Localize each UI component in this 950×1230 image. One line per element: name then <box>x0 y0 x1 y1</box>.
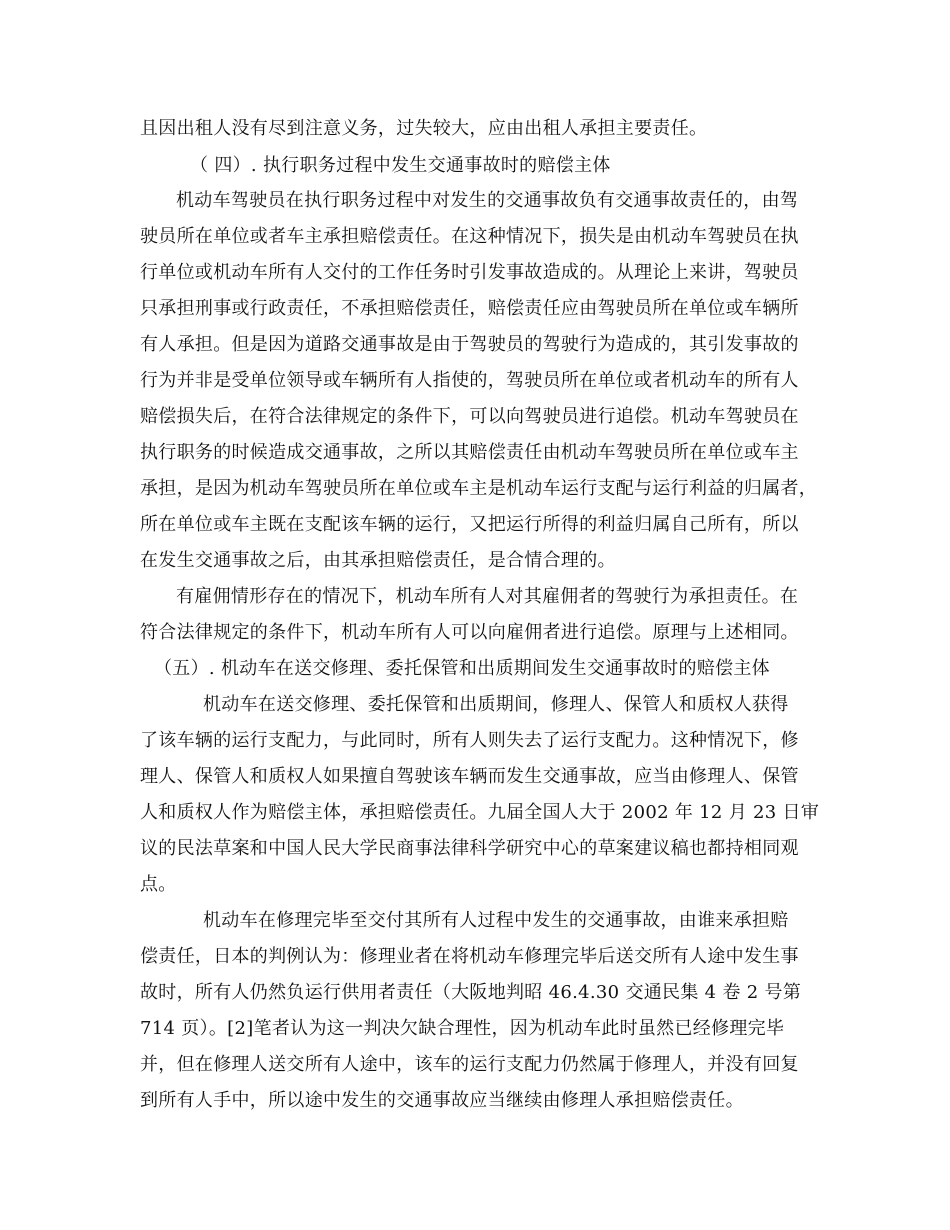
text-line: 了该车辆的运行支配力，与此同时，所有人则失去了运行支配力。这种情况下，修 <box>140 730 799 751</box>
text-line: 赔偿损失后，在符合法律规定的条件下，可以向驾驶员进行追偿。机动车驾驶员在 <box>140 406 799 427</box>
text-line: 机动车驾驶员在执行职务过程中对发生的交通事故负有交通事故责任的，由驾 <box>176 190 799 211</box>
text-line: 714 页）。[2]笔者认为这一判决欠缺合理性，因为机动车此时虽然已经修理完毕 <box>140 1018 785 1039</box>
text-line: 有人承担。但是因为道路交通事故是由于驾驶员的驾驶行为造成的，其引发事故的 <box>140 334 799 355</box>
text-line: 并，但在修理人送交所有人途中，该车的运行支配力仍然属于修理人，并没有回复 <box>140 1054 799 1075</box>
text-line: 机动车在送交修理、委托保管和出质期间，修理人、保管人和质权人获得 <box>203 694 789 715</box>
text-line: 行单位或机动车所有人交付的工作任务时引发事故造成的。从理论上来讲，驾驶员 <box>140 262 799 283</box>
text-line: 议的民法草案和中国人民大学民商事法律科学研究中心的草案建议稿也都持相同观 <box>140 838 799 859</box>
text-line: 执行职务的时候造成交通事故，之所以其赔偿责任由机动车驾驶员所在单位或车主 <box>140 442 799 463</box>
text-line: 驶员所在单位或者车主承担赔偿责任。在这种情况下，损失是由机动车驾驶员在执 <box>140 226 799 247</box>
text-line: 故时，所有人仍然负运行供用者责任（大阪地判昭 46.4.30 交通民集 4 卷 2 号第 <box>140 982 802 1003</box>
text-line: 行为并非是受单位领导或车辆所有人指使的，驾驶员所在单位或者机动车的所有人 <box>140 370 799 391</box>
section-heading-5: （五）. 机动车在送交修理、委托保管和出质期间发生交通事故时的赔偿主体 <box>154 658 770 679</box>
text-line: 点。 <box>140 874 177 895</box>
text-line: 偿责任，日本的判例认为：修理业者在将机动车修理完毕后送交所有人途中发生事 <box>140 946 799 967</box>
text-line: 机动车在修理完毕至交付其所有人过程中发生的交通事故，由谁来承担赔 <box>203 910 789 931</box>
text-line: 有雇佣情形存在的情况下，机动车所有人对其雇佣者的驾驶行为承担责任。在 <box>176 586 799 607</box>
text-line: 在发生交通事故之后，由其承担赔偿责任，是合情合理的。 <box>140 550 616 571</box>
text-line: 理人、保管人和质权人如果擅自驾驶该车辆而发生交通事故，应当由修理人、保管 <box>140 766 799 787</box>
text-line: 承担，是因为机动车驾驶员所在单位或车主是机动车运行支配与运行利益的归属者， <box>140 478 818 499</box>
text-line: 到所有人手中，所以途中发生的交通事故应当继续由修理人承担赔偿责任。 <box>140 1090 744 1111</box>
text-line: 只承担刑事或行政责任，不承担赔偿责任，赔偿责任应由驾驶员所在单位或车辆所 <box>140 298 799 319</box>
text-line: 所在单位或车主既在支配该车辆的运行，又把运行所得的利益归属自己所有，所以 <box>140 514 799 535</box>
text-line: 符合法律规定的条件下，机动车所有人可以向雇佣者进行追偿。原理与上述相同。 <box>140 622 799 643</box>
text-line: 且因出租人没有尽到注意义务，过失较大，应由出租人承担主要责任。 <box>140 118 708 139</box>
section-heading-4: （ 四）. 执行职务过程中发生交通事故时的赔偿主体 <box>190 155 611 176</box>
text-line: 人和质权人作为赔偿主体，承担赔偿责任。九届全国人大于 2002 年 12 月 23 日审 <box>140 802 820 823</box>
